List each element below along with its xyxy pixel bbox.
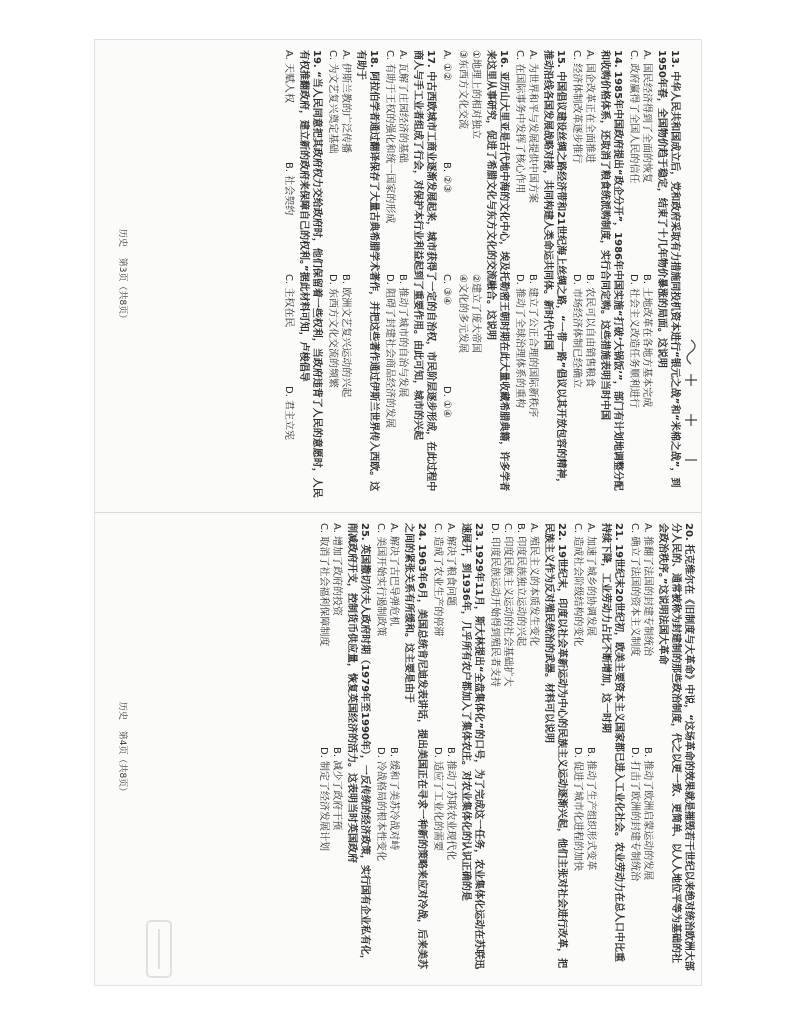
page-number: 第4页（共8页） [117,730,127,797]
question-15 [513,50,567,498]
handwritten-annotation [683,40,701,512]
question-18 [326,50,380,498]
question-14 [570,50,624,498]
rotated-spread [95,40,701,985]
question-23 [431,523,485,971]
option-d[interactable]: D. 东西方文化交流的频繁 [327,274,338,389]
page-4 [95,513,701,985]
option-b[interactable]: B. 农民可以自由销售粮食 [584,274,595,388]
question-16 [440,50,510,498]
question-stem: 22. 19世纪末，印度以社会革新运动为中心的民族主义运动逐渐兴起，他们主张对社会进行改革，把民族主义作为反对殖民统治的武器。材料可以说明 [543,523,567,969]
option-c[interactable]: C. ③④ [441,274,452,306]
exam-sheet [95,40,701,985]
option-a[interactable]: A. 解决了粮食问题 [445,523,456,607]
question-stem: 16. 亚历山大里亚是古代地中海的文化中心，埃及托勒密王朝时期在此大量收藏希腊典籍，许多学者来这里从事研究，促进了希腊文化与东方文化的交流融合。这说明 [485,50,509,492]
question-stem: 14. 1985年中国政府提出“政企分开”，1986年中国实施“打破‘大锅饭’”，部门有计划地调整分配和收购价格体系，还取消了粮食统派购制度，实行合同定购。这些措施表明当时中国 [599,50,623,491]
question-stem: 24. 1963年6月，美国总统肯尼迪发表讲话，提出美国正在寻求一种新的策略来应对冷战，后来美苏之间的紧张关系有所缓和。这主要是由于 [403,523,427,969]
option-a[interactable]: A. 加速了城乡的协调发展 [585,523,596,637]
option-a[interactable]: A. 国民经济得到了全面的恢复 [641,50,652,184]
option-b[interactable]: B. 土地改革在各地方基本完成 [641,274,652,408]
option-b[interactable]: B. 印度民族独立运动的兴起 [515,523,526,647]
page-number: 第3页（共8页） [117,257,127,324]
option-b[interactable]: B. 推动了生产组织形式变革 [585,747,596,871]
option-d[interactable]: D. 印度民族运动开始得到殖民者支持 [489,523,500,688]
option-b[interactable]: B. 欧洲文艺复兴运动的兴起 [340,274,351,398]
option-a[interactable]: A. 推翻了法国的封建专制统治 [642,523,653,657]
question-21 [571,523,625,971]
option-a[interactable]: A. 殖民主义的本质发生变化 [528,523,539,647]
option-c[interactable]: C. 造成了农业生产的停滞 [432,523,443,637]
option-b[interactable]: B. ②③ [441,162,452,194]
option-c[interactable]: C. 为文艺复兴奠定基础 [327,50,338,154]
question-stem: 17. 中古西欧城市工商业逐渐发展起来，城市获得了一定的自治权，市民阶层逐步形成，在此过程中商人与手工业者组成了行会，对保护本行业利益起到了重要作用。由此可知，城市的兴起 [412,50,436,492]
question-25 [317,523,371,971]
option-d[interactable]: D. 社会主义改造任务顺利进行 [628,274,639,409]
question-stem: 19. “当人民同意把其政府权力交给政府时，他们保留着一些权利，当政府违背了人民的意愿时，人民有权推翻政府，建立新的政府来保障自己的权利。”据此材料可知，卢梭倡导 [298,50,322,498]
option-a[interactable]: A. 瓦解了庄园经济的基础 [397,50,408,164]
option-c[interactable]: C. 确立了法国的资本主义制度 [629,523,640,657]
statement-1: ①地理上的相对独立 [470,50,481,139]
option-b[interactable]: B. 社会契约 [283,162,294,216]
statement-2: ②建立了庞大帝国 [470,274,481,353]
option-b[interactable]: B. 推动了城市的自治与发展 [397,274,408,398]
question-19 [282,50,323,498]
option-c[interactable]: C. 印度民族主义运动的社会基础扩大 [502,523,513,687]
option-d[interactable]: D. 冷战格局的根本性变化 [375,747,386,862]
option-a[interactable]: A. 增加了政府的投资 [331,523,342,617]
question-stem: 15. 中国倡议建设丝绸之路经济带和21世纪海上丝绸之路，“一带一路”倡议以其开放包容的精神，推动沿线各国发展战略对接，共同构建人类命运共同体。新时代中国 [542,50,566,489]
option-d[interactable]: D. 适应了工业化的需要 [432,747,443,852]
option-c[interactable]: C. 取消了社会福利保障制度 [318,523,329,647]
option-a[interactable]: A. 天赋人权 [283,50,294,104]
subject-label: 历史 [117,701,127,720]
option-c[interactable]: C. 政府赢得了全国人民的信任 [628,50,639,184]
question-stem: 21. 19世纪末20世纪初，欧美主要资本主义国家都已进入工业化社会。农业劳动力在总人口中比重持续下降，工业劳动力占比不断增加，这一时期 [600,523,624,963]
option-b[interactable]: B. 推动了欧洲启蒙运动的发展 [642,747,653,881]
question-22 [488,523,568,971]
option-a[interactable]: A. 为世界和平与发展提供中国方案 [527,50,538,204]
option-d[interactable]: D. 打击了欧洲的封建专制统治 [629,747,640,882]
option-c[interactable]: C. 在国际事务中发挥了核心作用 [514,50,525,194]
option-d[interactable]: D. 推动了全球治理体系的重构 [514,274,525,409]
subject-label: 历史 [117,228,127,247]
option-d[interactable]: D. 市场经济体制已经确立 [571,274,582,389]
watermark-stamp [145,919,173,979]
question-stem: 20. 托克维尔在《旧制度与大革命》中说，“这场革命的效果就是摧毁若干世纪以来绝对统治欧洲大部分人民的、通常被称为封建制的那些政治制度，代之以更一致、更简单、以人人地位平等为基础的社会政治秩序。”这说明法国大革命 [657,523,694,971]
option-c[interactable]: C. 主权在民 [283,274,294,328]
option-a[interactable]: A. ①② [441,50,452,81]
option-a[interactable]: A. 伊斯兰教的广泛传播 [340,50,351,154]
question-24 [374,523,428,971]
option-d[interactable]: D. ①④ [441,386,452,418]
question-17 [383,50,437,498]
option-d[interactable]: D. 制定了经济发展计划 [318,747,329,852]
question-13 [627,50,681,498]
option-d[interactable]: D. 君主立宪 [283,386,294,441]
option-c[interactable]: C. 有助于王权的强化和统一国家的形成 [384,50,395,224]
question-stem: 23. 1929年11月，斯大林提出“全盘集体化”的口号，为了完成这一任务，农业集体化运动在苏联迅速展开，到1936年，几乎所有农户都加入了集体农庄。对农业集体化的认识正确的是 [460,523,484,970]
question-stem: 13. 中华人民共和国成立后，党和政府采取有力措施同投机资本进行“银元之战”和“米棉之战”，到1950年春，全国物价趋于稳定，结束了十几年物价暴涨的局面。这说明 [656,50,680,488]
question-stem: 18. 阿拉伯学者通过翻译保存了大量古典希腊学术著作，并把这些著作通过伊斯兰世界传入西欧。这有助于 [355,50,379,492]
option-d[interactable]: D. 阻碍了封建社会商品经济的发展 [384,274,395,429]
page-3 [95,40,701,512]
option-b[interactable]: B. 推动了苏联农业现代化 [445,747,456,861]
statement-3: ③东西方文化交流 [457,50,468,129]
option-d[interactable]: D. 促进了城市化进程的加快 [572,747,583,872]
option-b[interactable]: B. 减少了政府干预 [331,747,342,831]
option-c[interactable]: C. 美国开始实行遏制政策 [375,523,386,637]
statement-4: ④文化的多元发展 [457,274,468,353]
option-c[interactable]: C. 造成社会阶级结构的变化 [572,523,583,647]
page-footer [117,513,130,985]
question-stem: 25. 英国撒切尔夫人政府时期（1979年至1990年），一反传统的经济政策，实行国有企业私有化，削减政府开支，控制货币供应量，恢复英国经济的活力。这表明当时英国政府 [346,523,370,965]
option-c[interactable]: C. 经济体制改革逐步推行 [571,50,582,164]
option-a[interactable]: A. 国企改革正在全面推进 [584,50,595,164]
question-20 [628,523,695,971]
page-footer [117,40,130,512]
option-a[interactable]: A. 解决了古巴导弹危机 [388,523,399,627]
option-b[interactable]: B. 建立了公正合理的国际新秩序 [527,274,538,418]
option-b[interactable]: B. 缓和了美苏冷战对峙 [388,747,399,851]
